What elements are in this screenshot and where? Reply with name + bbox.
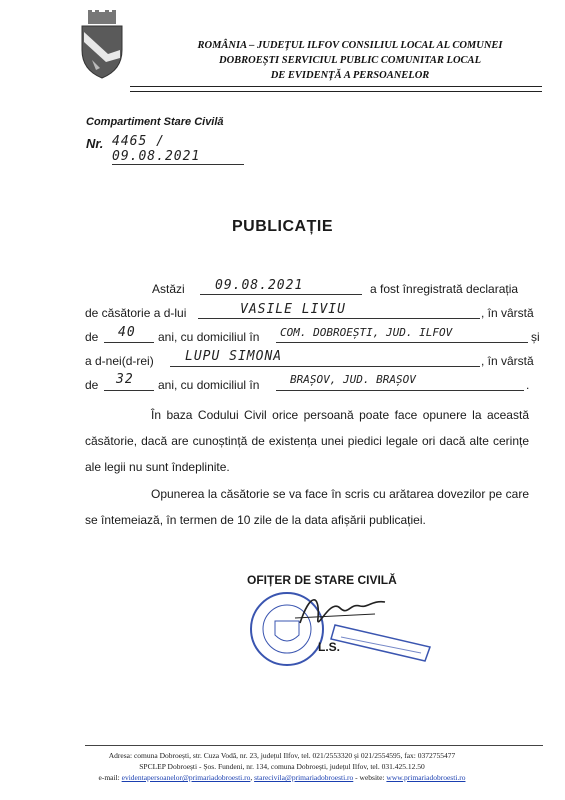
registration-number: 4465 / 09.08.2021 [112, 134, 244, 165]
website-label: website: [359, 773, 385, 782]
groom-de-label: de [85, 330, 99, 344]
website-link[interactable]: www.primariadobroesti.ro [386, 773, 466, 782]
footer-contact: e-mail: evidentapersoanelor@primariadobroesti.ro, starecivila@primariadobroesti.ro - website: www.primariadobroesti.ro [98, 773, 466, 782]
email-label: e-mail: [98, 773, 120, 782]
registered-text: a fost înregistrată declarația [370, 282, 519, 296]
procedure-paragraph: Opunerea la căsătorie se va face în scris cu arătarea dovezilor pe care se întemeiază, în termen de 10 zile de la data afișării publicației. [85, 487, 529, 527]
footer-rule [85, 745, 543, 746]
document-title: PUBLICAȚIE [232, 218, 333, 235]
header-line-3: DE EVIDENȚĂ A PERSOANELOR [270, 70, 430, 81]
bride-address: BRAȘOV, JUD. BRAȘOV [290, 373, 416, 386]
header-rule-2 [130, 91, 542, 92]
declaration-date: 09.08.2021 [215, 278, 304, 293]
groom-age-suffix: , în vârstă [481, 306, 534, 320]
groom-name: VASILE LIVIU [240, 302, 346, 317]
footer-address: Adresa: comuna Dobroești, str. Cuza Vodă, nr. 23, județul Ilfov, tel. 021/2553320 și 021/2554595, fax: 0372755477 [108, 751, 456, 760]
header-rule-1 [130, 86, 542, 87]
compartment-label: Compartiment Stare Civilă [86, 116, 224, 128]
address-period: . [526, 378, 530, 392]
bride-de-label: de [85, 378, 99, 392]
opposition-paragraph: În baza Codului Civil orice persoană poate face opunere la această căsătorie, dacă are cunoștință de existența unei piedici legale ori dacă alte cerințe ale legii nu sunt îndeplinite. [85, 408, 529, 474]
bride-age-suffix: , în vârstă [481, 354, 534, 368]
astazi-label: Astăzi [152, 282, 185, 296]
header-line-1: ROMÂNIA – JUDEȚUL ILFOV CONSILIUL LOCAL AL COMUNEI [197, 40, 503, 51]
email-link-starecivila[interactable]: starecivila@primariadobroesti.ro [254, 773, 354, 782]
footer-spclep: SPCLEP Dobroești - Șos. Fundeni, nr. 134, comuna Dobroești, județul Ilfov, tel. 031.425.12.50 [139, 762, 425, 771]
header-line-2: DOBROEȘTI SERVICIUL PUBLIC COMUNITAR LOCAL [219, 55, 481, 66]
officer-signature [290, 588, 390, 638]
email-link-evidenta[interactable]: evidentapersoanelor@primariadobroesti.ro [121, 773, 251, 782]
marriage-mrs-label: a d-nei(d-rei) [85, 354, 154, 368]
ls-label: L.S. [318, 640, 341, 654]
groom-address: COM. DOBROEȘTI, JUD. ILFOV [280, 326, 453, 339]
nr-label: Nr. [86, 136, 104, 151]
bride-domicile-label: ani, cu domiciliul în [158, 378, 260, 392]
groom-domicile-label: ani, cu domiciliul în [158, 330, 260, 344]
coat-of-arms-logo [78, 10, 126, 80]
bride-name: LUPU SIMONA [185, 349, 283, 364]
si-text: și [531, 330, 540, 344]
marriage-mr-label: de căsătorie a d-lui [85, 306, 187, 320]
groom-age: 40 [118, 325, 136, 340]
bride-age: 32 [116, 372, 134, 387]
officer-title: OFIȚER DE STARE CIVILĂ [247, 573, 397, 587]
